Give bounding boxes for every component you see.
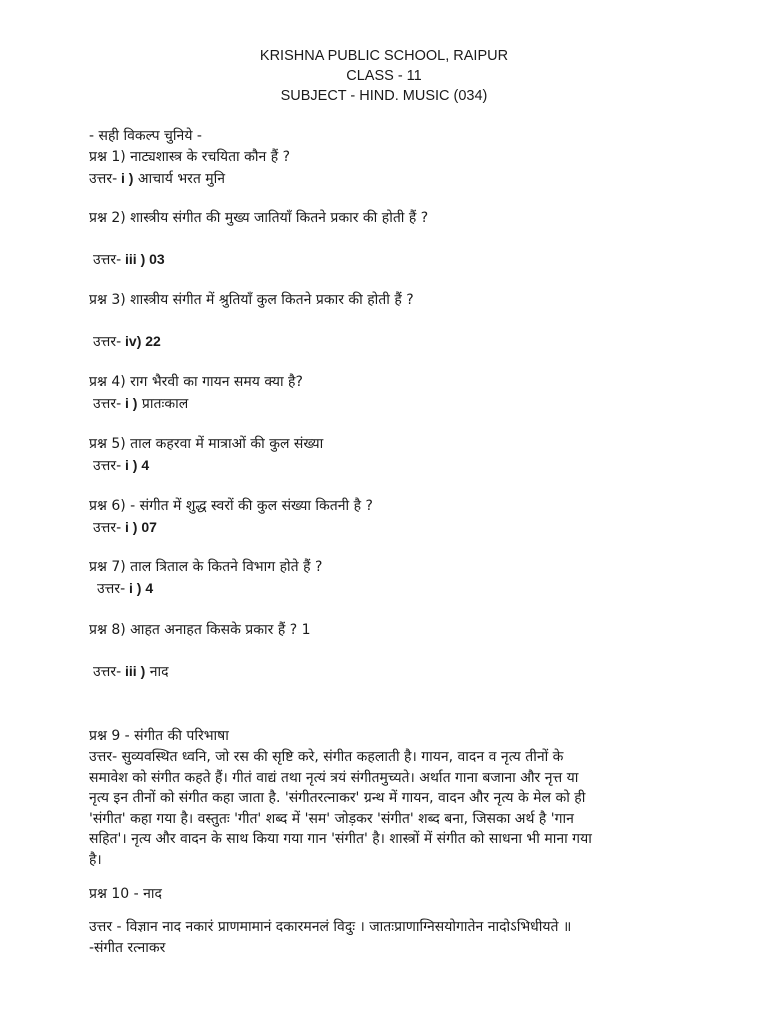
answer-line: समावेश को संगीत कहते हैं। गीतं वाद्यं तथा नृत्यं त्रयं संगीतमुच्यते। अर्थात गाना बजाना और नृत्त या [89, 769, 579, 786]
class-label: CLASS - 11 [346, 68, 422, 84]
answer-prefix: उत्तर- [97, 581, 126, 597]
answer-prefix: उत्तर- [93, 664, 122, 680]
answer-text: आचार्य भरत मुनि [133, 171, 226, 187]
question-2: प्रश्न 2) शास्त्रीय संगीत की मुख्य जातियाँ कितने प्रकार की होती हैं ? [89, 210, 429, 226]
answer-option: iii ) [121, 663, 146, 679]
answer-7 [97, 578, 153, 599]
question-3: प्रश्न 3) शास्त्रीय संगीत में श्रुतियाँ कुल कितने प्रकार की होती हैं ? [89, 292, 414, 308]
answer-1 [89, 168, 225, 189]
question-6: प्रश्न 6) - संगीत में शुद्ध स्वरों की कुल संख्या कितनी है ? [89, 498, 373, 514]
answer-prefix: उत्तर- [93, 396, 122, 412]
question-10-answer [89, 917, 679, 958]
school-name: KRISHNA PUBLIC SCHOOL, RAIPUR [259, 48, 509, 64]
question-10-title: प्रश्न 10 - नाद [89, 886, 162, 902]
answer-option: i ) [117, 170, 134, 186]
answer-8 [93, 661, 169, 682]
answer-line: नृत्य इन तीनों को संगीत कहा जाता है. 'संगीतरत्नाकर' ग्रन्थ में गायन, वादन और नृत्य के मेल को ही [89, 790, 586, 806]
answer-prefix: उत्तर- [89, 171, 118, 187]
answer-prefix: उत्तर- [93, 252, 122, 268]
answer-4 [93, 393, 188, 414]
document-header [0, 46, 768, 106]
answer-text: प्रातःकाल [137, 396, 189, 412]
answer-prefix: उत्तर- [93, 334, 122, 350]
answer-option: i ) 07 [121, 519, 157, 535]
answer-line: 'संगीत' कहा गया है। वस्तुतः 'गीत' शब्द में 'सम' जोड़कर 'संगीत' शब्द बना, जिसका अर्थ है 'गान [89, 810, 574, 827]
question-9-title: प्रश्न 9 - संगीत की परिभाषा [89, 728, 229, 744]
answer-prefix: उत्तर- [93, 458, 122, 474]
answer-option: i ) [121, 395, 138, 411]
answer-6 [93, 517, 157, 538]
answer-3 [93, 331, 161, 352]
answer-line: सहित'। नृत्य और वादन के साथ किया गया गान 'संगीत' है। शास्त्रों में संगीत को साधना भी माना गया [89, 831, 592, 847]
subject-label: SUBJECT - HIND. MUSIC (034) [280, 88, 488, 104]
answer-line: उत्तर - विज्ञान नाद नकारं प्राणमामानं दकारमनलं विदुः । जातःप्राणाग्निसयोगातेन नादोऽभिधीयते ॥ [89, 919, 572, 935]
answer-option: iii ) 03 [121, 251, 165, 267]
answer-option: i ) 4 [121, 457, 150, 473]
answer-option: iv) 22 [121, 333, 161, 349]
question-8: प्रश्न 8) आहत अनाहत किसके प्रकार हैं ? 1 [89, 622, 311, 638]
answer-line: उत्तर- सुव्यवस्थित ध्वनि, जो रस की सृष्टि करे, संगीत कहलाती है। गायन, वादन व नृत्य तीनों के [89, 749, 564, 765]
answer-line: है। [89, 851, 102, 868]
answer-line: -संगीत रत्नाकर [89, 939, 166, 956]
answer-prefix: उत्तर- [93, 520, 122, 536]
answer-option: i ) 4 [125, 580, 154, 596]
question-4: प्रश्न 4) राग भैरवी का गायन समय क्या है? [89, 374, 303, 390]
instruction: - सही विकल्प चुनिये - [89, 128, 202, 144]
question-5: प्रश्न 5) ताल कहरवा में मात्राओं की कुल संख्या [89, 436, 324, 452]
question-7: प्रश्न 7) ताल त्रिताल के कितने विभाग होते हैं ? [89, 559, 323, 575]
answer-5 [93, 455, 149, 476]
question-1: प्रश्न 1) नाट्यशास्त्र के रचयिता कौन हैं ? [89, 149, 291, 165]
question-9-answer [89, 747, 679, 870]
answer-text: नाद [145, 664, 169, 680]
answer-2 [93, 249, 165, 270]
